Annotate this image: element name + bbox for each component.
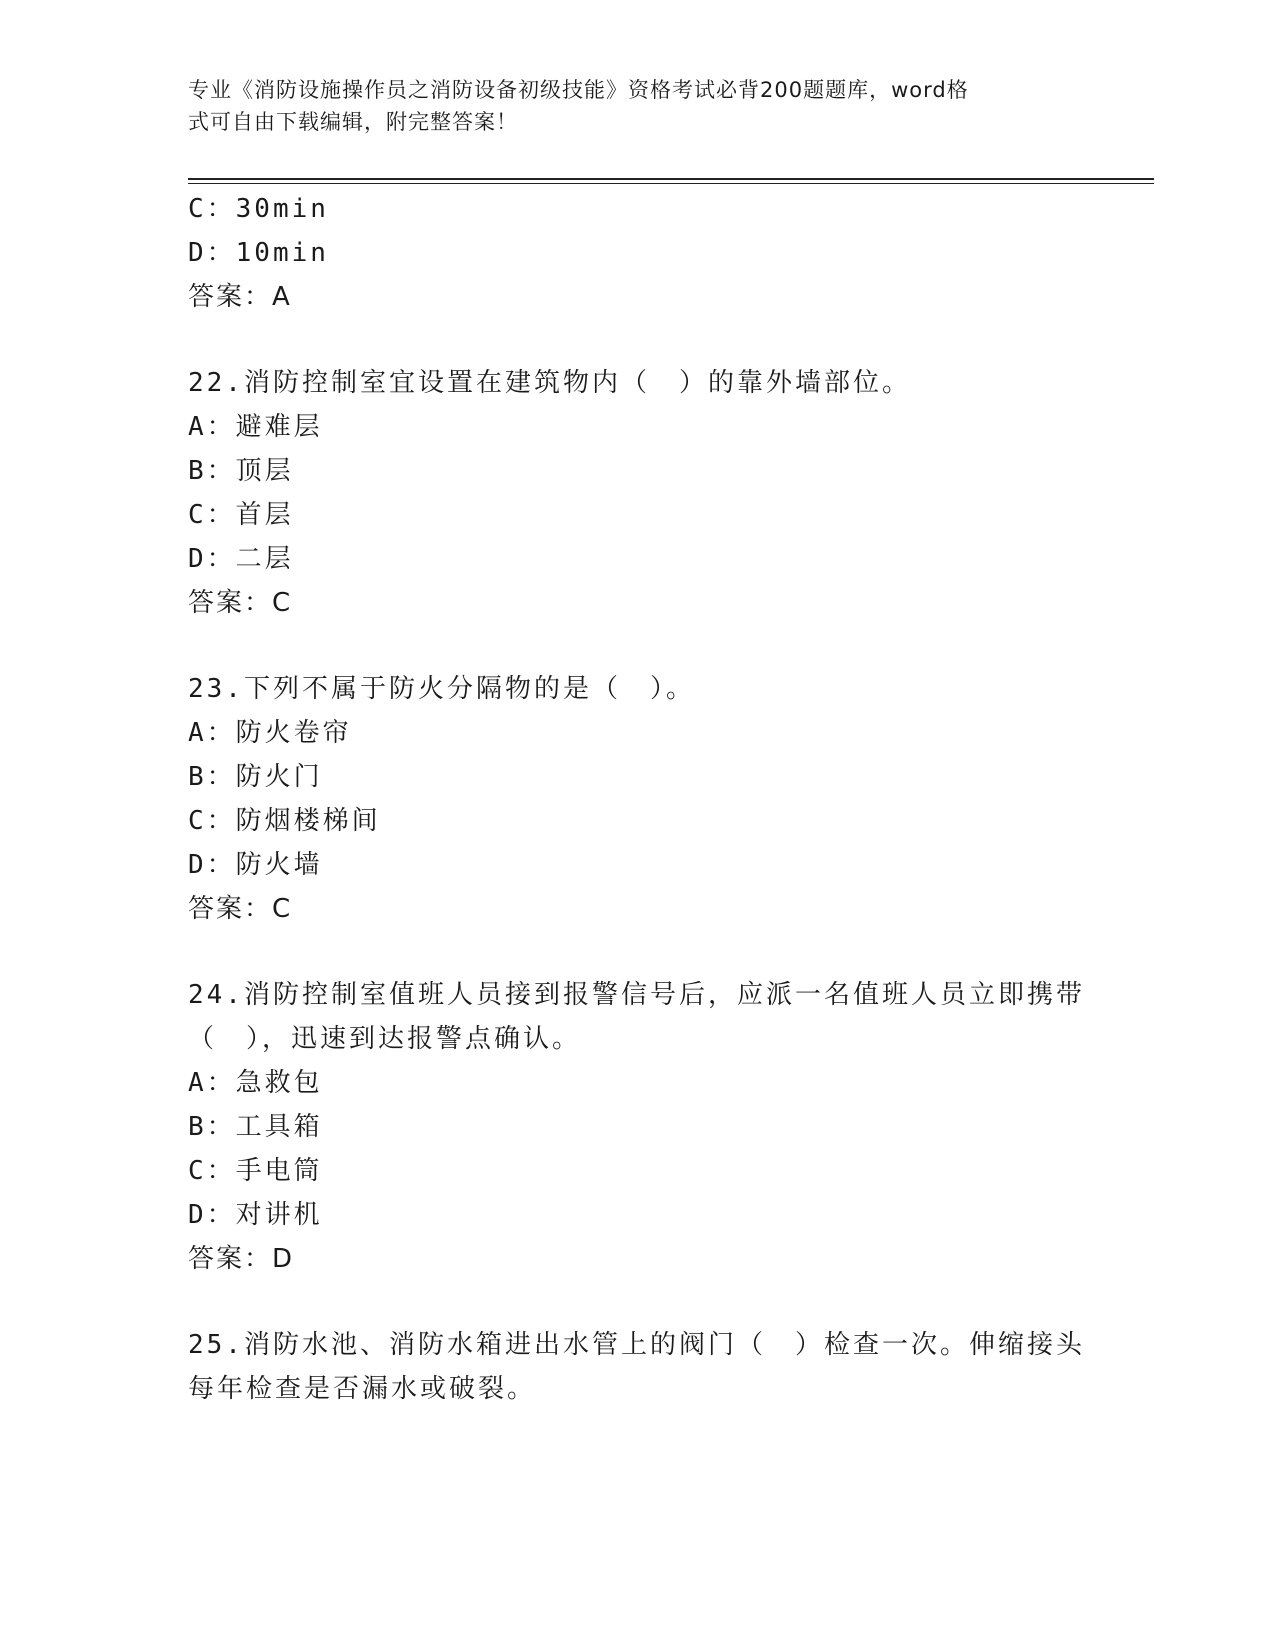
document-header (188, 74, 1068, 138)
question-stem-continued: 每年检查是否漏水或破裂。 (188, 1374, 537, 1404)
header-line-2: 式可自由下载编辑，附完整答案！ (188, 110, 518, 134)
option-d: D：对讲机 (188, 1200, 323, 1230)
option-c: C：手电筒 (188, 1156, 323, 1186)
option-a: A：急救包 (188, 1068, 323, 1098)
header-divider-thin (188, 183, 1154, 184)
option-c: C：防烟楼梯间 (188, 806, 381, 836)
option-d: D：10min (188, 238, 329, 268)
option-b: B：顶层 (188, 456, 294, 486)
option-a: A：防火卷帘 (188, 718, 352, 748)
option-b: B：工具箱 (188, 1112, 323, 1142)
question-stem: 25.消防水池、消防水箱进出水管上的阀门（ ）检查一次。伸缩接头 (188, 1330, 1085, 1360)
answer-line: 答案：D (188, 1244, 294, 1274)
answer-line: 答案：A (188, 282, 291, 312)
question-stem: 22.消防控制室宜设置在建筑物内（ ）的靠外墙部位。 (188, 368, 911, 398)
question-stem-continued: （ ），迅速到达报警点确认。 (188, 1024, 582, 1054)
header-divider (188, 178, 1154, 180)
option-c: C：首层 (188, 500, 294, 530)
option-d: D：二层 (188, 544, 294, 574)
answer-line: 答案：C (188, 588, 292, 618)
option-a: A：避难层 (188, 412, 323, 442)
option-d: D：防火墙 (188, 850, 323, 880)
question-stem: 23.下列不属于防火分隔物的是（ ）。 (188, 674, 695, 704)
header-line-1: 专业《消防设施操作员之消防设备初级技能》资格考试必背200题题库，word格 (188, 78, 969, 102)
question-stem: 24.消防控制室值班人员接到报警信号后，应派一名值班人员立即携带 (188, 980, 1085, 1010)
option-b: B：防火门 (188, 762, 323, 792)
answer-line: 答案：C (188, 894, 292, 924)
option-c: C：30min (188, 194, 329, 224)
